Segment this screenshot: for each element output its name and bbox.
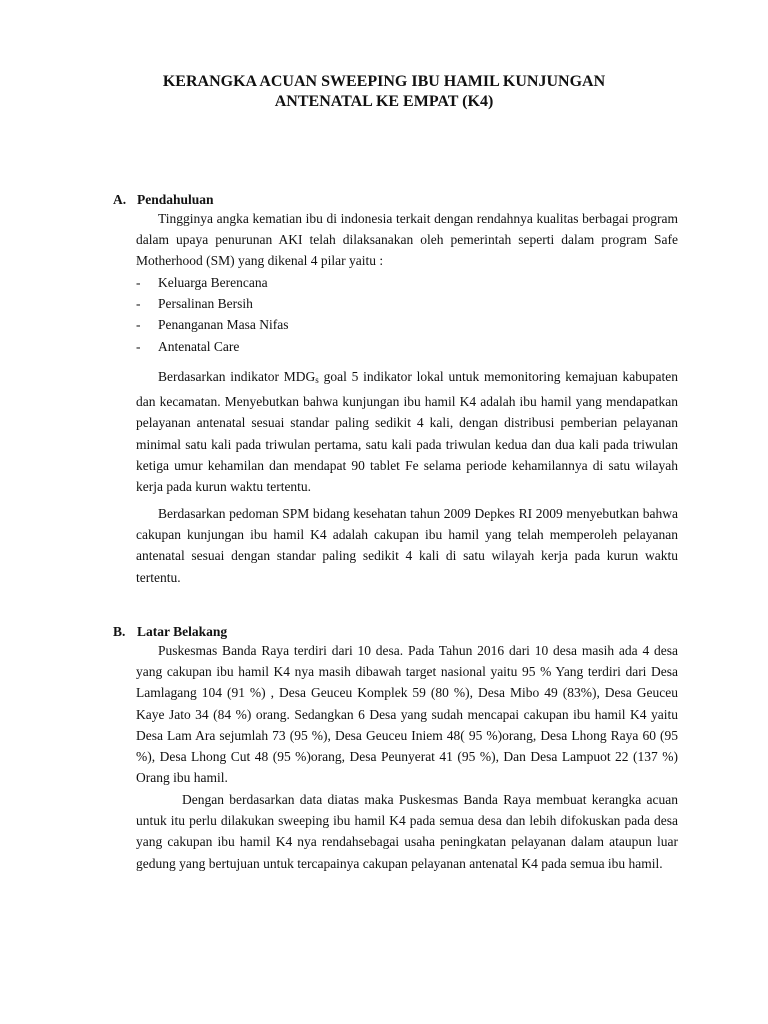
title-line-2: ANTENATAL KE EMPAT (K4) [274,93,494,110]
para2-text-start: Berdasarkan indikator MDG [158,369,316,384]
list-item-text: Antenatal Care [158,338,240,354]
section-b-paragraph-1: Puskesmas Banda Raya terdiri dari 10 desa. Pada Tahun 2016 dari 10 desa masih ada 4 desa yang cakupan ibu hamil K4 nya masih dibawah target nasional yaitu 95 % Yang terdiri dari Desa Lamlagang 104 (91 %) , Desa Geuceu Komplek 59 (80 %), Desa Mibo 49 (83%), Desa Geuceu Kaye Jato 34 (84 %) orang. Sedangkan 6 Desa yang sudah mencapai cakupan ibu hamil K4 yaitu Desa Lam Ara sejumlah 73 (95 %), Desa Geuceu Iniem 48( 95 %)orang, Desa Lhong Raya 60 (95 %), Desa Lhong Cut 48 (95 %)orang, Desa Peunyerat 41 (95 %), Dan Desa Lampuot 22 (137 %) Orang ibu hamil. [136,643,678,786]
bullet-dash: - [136,275,141,290]
pillar-list [136,272,678,357]
para2-text-end: goal 5 indikator lokal untuk memonitoring kemajuan kabupaten dan kecamatan. Menyebutkan bahwa kunjungan ibu hamil K4 adalah ibu hamil yang mendapatkan pelayanan antenatal sesuai standar paling sedikit 4 kali, dengan distribusi pemberian pelayanan minimal satu kali pada triwulan pertama, satu kali pada triwulan kedua dan dua kali pada triwulan ketiga umur kehamilan dan mendapat 90 tablet Fe selama periode kehamilannya di satu wilayah kerja pada kurun waktu tertentu. [136,369,678,495]
section-a-heading [113,191,214,209]
section-b-title: Latar Belakang [137,624,228,639]
section-b-paragraph-2: Dengan berdasarkan data diatas maka Puskesmas Banda Raya membuat kerangka acuan untuk itu perlu dilakukan sweeping ibu hamil K4 pada semua desa dan lebih difokuskan pada desa yang cakupan ibu hamil K4 nya rendahsebagai usaha peningkatan pelayanan dalam ataupun luar gedung yang bertujuan untuk tercapainya cakupan pelayanan antenatal K4 pada semua ibu hamil. [136,792,678,871]
section-b-heading [113,623,227,641]
section-b-letter: B. [113,624,126,639]
section-a-paragraph-3: Berdasarkan pedoman SPM bidang kesehatan tahun 2009 Depkes RI 2009 menyebutkan bahwa cakupan kunjungan ibu hamil K4 adalah cakupan ibu hamil yang telah memperoleh pelayanan antenatal sesuai dengan standar paling sedikit 4 kali di satu wilayah kerja pada kurun waktu tertentu. [136,506,678,585]
section-a-letter: A. [113,192,127,207]
list-item-text: Keluarga Berencana [158,275,268,290]
section-a-title: Pendahuluan [137,192,214,207]
list-item [136,336,678,357]
bullet-dash: - [136,338,141,354]
list-item-text: Penanganan Masa Nifas [158,317,289,333]
list-item [136,272,678,293]
mdg-subscript: s [315,375,319,385]
section-a-paragraph-2 [136,366,678,497]
list-item-text: Persalinan Bersih [158,296,253,312]
section-a-paragraph-1: Tingginya angka kematian ibu di indonesia terkait dengan rendahnya kualitas berbagai program dalam upaya penurunan AKI telah dilaksanakan oleh pemerintah seperti dalam program Safe Motherhood (SM) yang dikenal 4 pilar yaitu : [136,211,678,269]
list-item [136,293,678,314]
document-title [100,72,668,112]
list-item [136,314,678,335]
bullet-dash: - [136,317,141,333]
bullet-dash: - [136,296,141,312]
title-line-1: KERANGKA ACUAN SWEEPING IBU HAMIL KUNJUNGAN [162,73,606,90]
